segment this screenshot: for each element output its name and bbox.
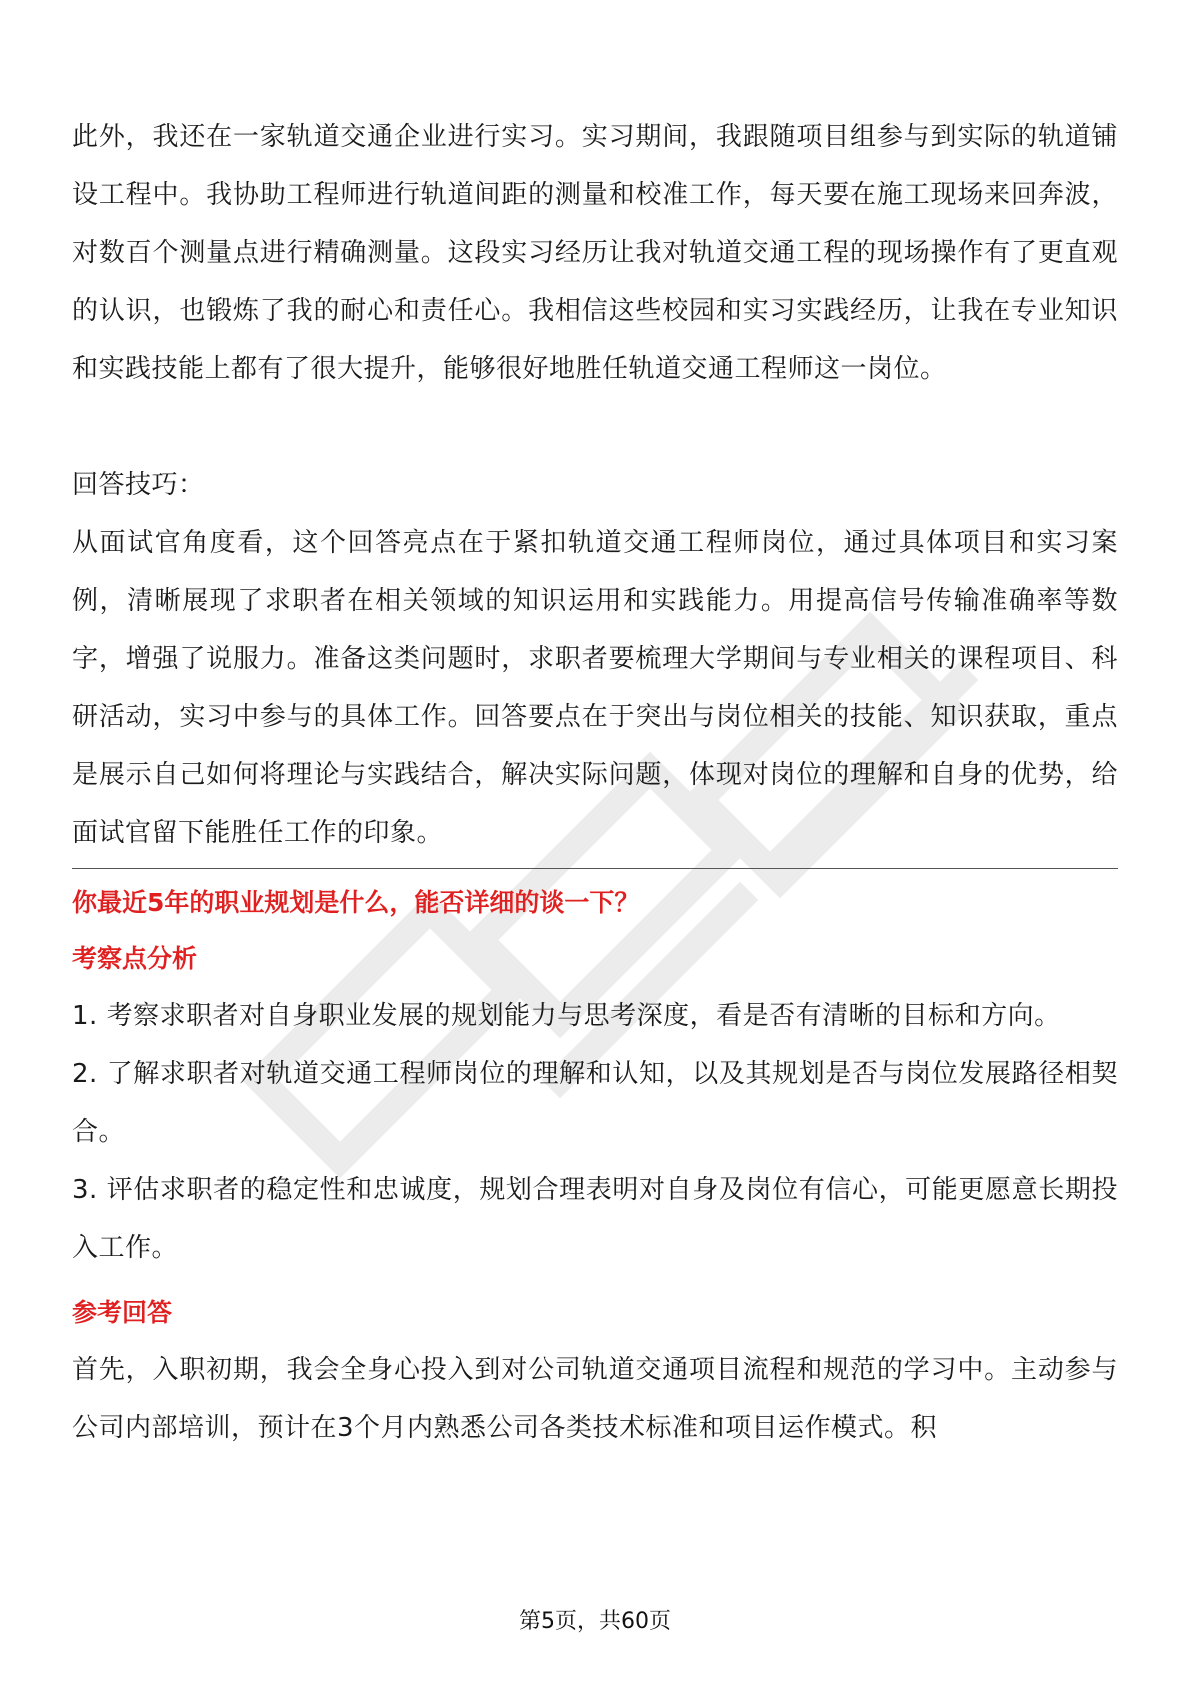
analysis-heading: 考察点分析 [72,944,198,973]
content-column [72,108,1118,1457]
blank-line [72,398,1118,456]
page-number: 第5页，共60页 [519,1609,671,1634]
question-title: 你最近5年的职业规划是什么，能否详细的谈一下？ [72,888,640,917]
analysis-item: 1. 考察求职者对自身职业发展的规划能力与思考深度，看是否有清晰的目标和方向。 [72,1001,1061,1031]
tips-body: 从面试官角度看，这个回答亮点在于紧扣轨道交通工程师岗位，通过具体项目和实习案例，清晰展现了求职者在相关领域的知识运用和实践能力。用提高信号传输准确率等数字，增强了说服力。准备这类问题时，求职者要梳理大学期间与专业相关的课程项目、科研活动，实习中参与的具体工作。回答要点在于突出与岗位相关的技能、知识获取，重点是展示自己如何将理论与实践结合，解决实际问题，体现对岗位的理解和自身的优势，给面试官留下能胜任工作的印象。 [72,528,1118,848]
analysis-item: 3. 评估求职者的稳定性和忠诚度，规划合理表明对自身及岗位有信心，可能更愿意长期投入工作。 [72,1175,1118,1263]
intro-paragraph: 此外，我还在一家轨道交通企业进行实习。实习期间，我跟随项目组参与到实际的轨道铺设工程中。我协助工程师进行轨道间距的测量和校准工作，每天要在施工现场来回奔波，对数百个测量点进行精确测量。这段实习经历让我对轨道交通工程的现场操作有了更直观的认识，也锻炼了我的耐心和责任心。我相信这些校园和实习实践经历，让我在专业知识和实践技能上都有了很大提升，能够很好地胜任轨道交通工程师这一岗位。 [72,122,1118,384]
section-divider [72,868,1118,869]
analysis-item: 2. 了解求职者对轨道交通工程师岗位的理解和认知，以及其规划是否与岗位发展路径相契合。 [72,1059,1118,1147]
reference-heading: 参考回答 [72,1298,173,1327]
reference-body: 首先，入职初期，我会全身心投入到对公司轨道交通项目流程和规范的学习中。主动参与公司内部培训，预计在3个月内熟悉公司各类技术标准和项目运作模式。积 [72,1355,1118,1443]
tips-heading: 回答技巧： [72,470,205,500]
